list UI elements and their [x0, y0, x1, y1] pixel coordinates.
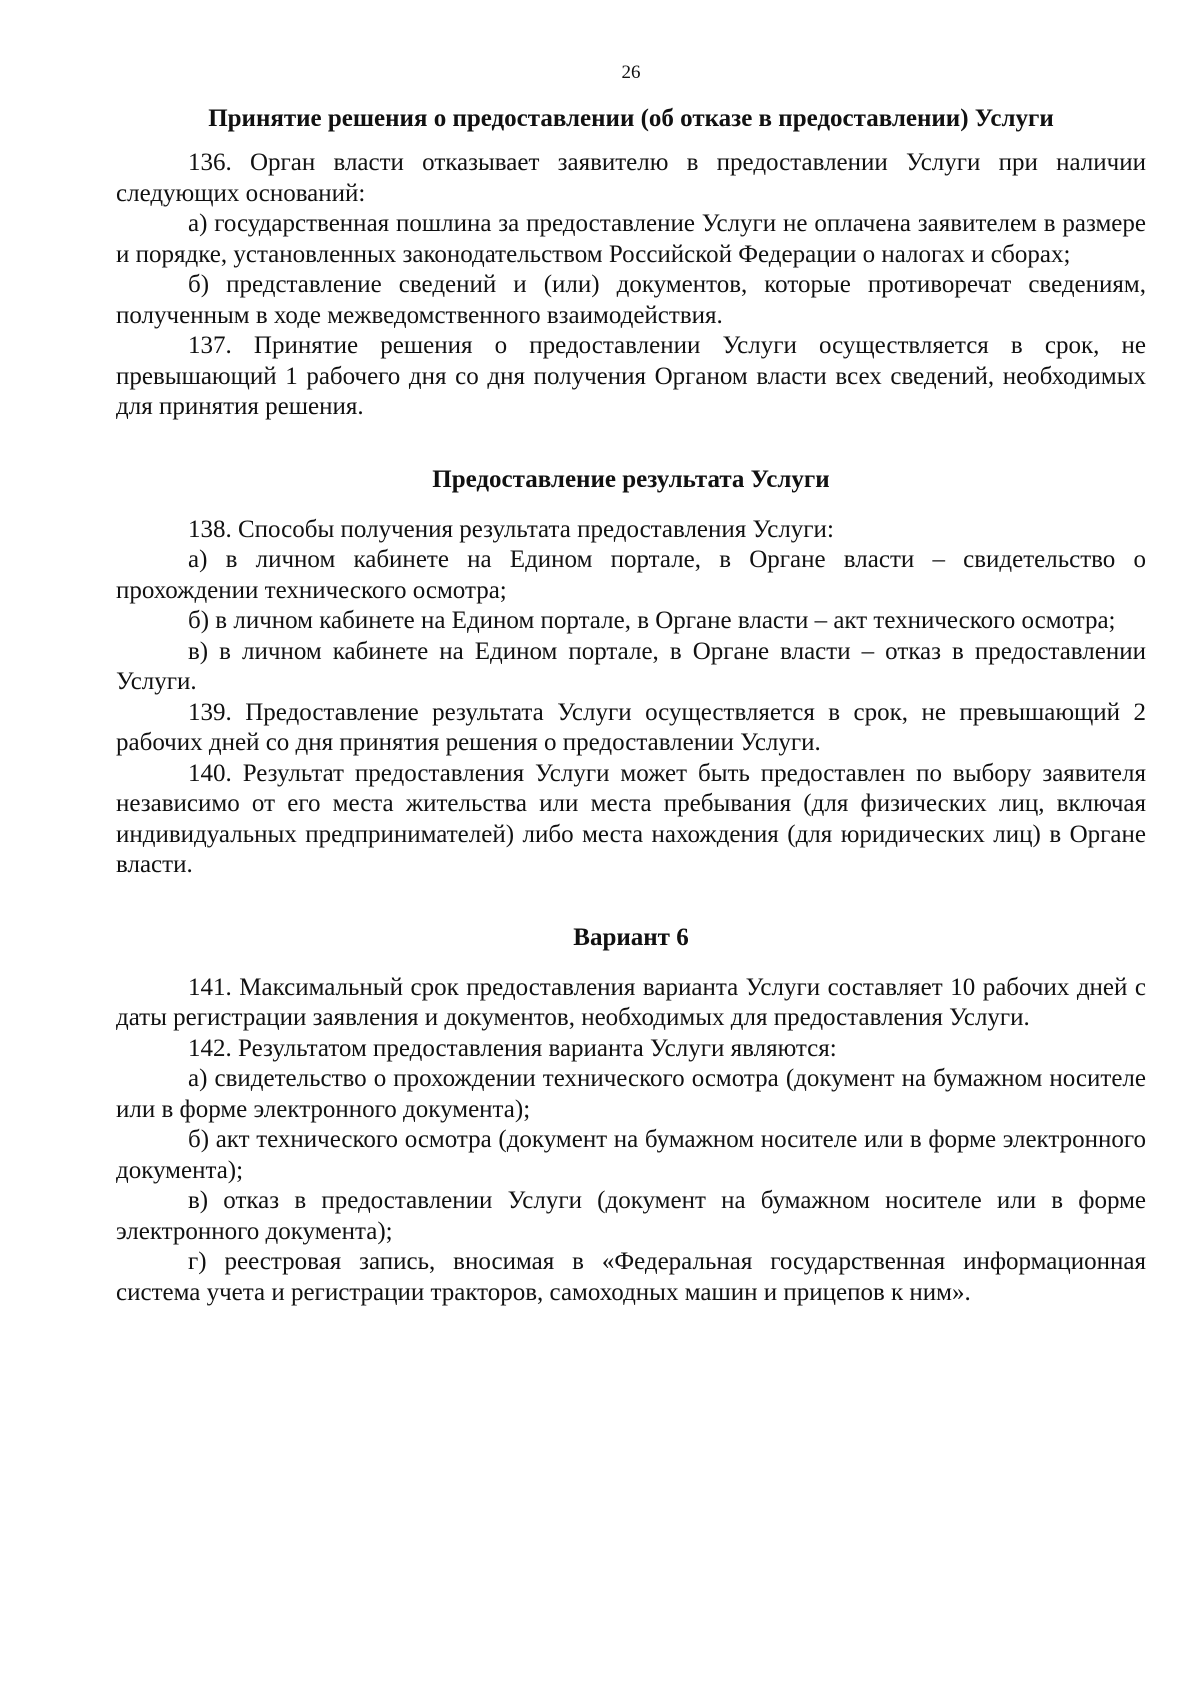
paragraph-138: 138. Способы получения результата предоставления Услуги:: [188, 515, 834, 543]
section-decision: [116, 104, 1146, 423]
page-number: 26: [621, 62, 641, 83]
paragraph-142-d: г) реестровая запись, вносимая в «Федеральная государственная информационная система учета и регистрации тракторов, самоходных машин и прицепов к ним».: [116, 1248, 1146, 1306]
paragraph-138-c: в) в личном кабинете на Едином портале, в Органе власти – отказ в предоставлении Услуги.: [116, 637, 1146, 695]
paragraph-139: 139. Предоставление результата Услуги осуществляется в срок, не превышающий 2 рабочих дней со дня принятия решения о предоставлении Услуги.: [116, 698, 1146, 756]
paragraph-137: 137. Принятие решения о предоставлении Услуги осуществляется в срок, не превышающий 1 рабочего дня со дня получения Органом власти всех сведений, необходимых для принятия решения.: [116, 332, 1146, 420]
paragraph-142: 142. Результатом предоставления варианта Услуги являются:: [188, 1034, 837, 1062]
paragraph-136-a: а) государственная пошлина за предоставление Услуги не оплачена заявителем в размере и порядке, установленных законодательством Российской Федерации о налогах и сборах;: [116, 210, 1146, 268]
section-variant-6: [116, 923, 1146, 1309]
paragraph-142-b: б) акт технического осмотра (документ на бумажном носителе или в форме электронного документа);: [116, 1126, 1146, 1184]
paragraph-141: 141. Максимальный срок предоставления варианта Услуги составляет 10 рабочих дней с даты регистрации заявления и документов, необходимых для предоставления Услуги.: [116, 973, 1146, 1031]
paragraph-142-a: а) свидетельство о прохождении технического осмотра (документ на бумажном носителе или в форме электронного документа);: [116, 1065, 1146, 1123]
paragraph-142-c: в) отказ в предоставлении Услуги (документ на бумажном носителе или в форме электронного документа);: [116, 1187, 1146, 1245]
paragraph-136: 136. Орган власти отказывает заявителю в предоставлении Услуги при наличии следующих оснований:: [116, 149, 1146, 207]
document-page: [116, 60, 1146, 1308]
paragraph-138-b: б) в личном кабинете на Едином портале, в Органе власти – акт технического осмотра;: [188, 607, 1116, 634]
paragraph-138-a: а) в личном кабинете на Едином портале, в Органе власти – свидетельство о прохождении технического осмотра;: [116, 546, 1146, 604]
paragraph-136-b: б) представление сведений и (или) документов, которые противоречат сведениям, полученным в ходе межведомственного взаимодействия.: [116, 271, 1146, 329]
section-heading: Вариант 6: [573, 923, 689, 951]
section-heading: Принятие решения о предоставлении (об отказе в предоставлении) Услуги: [208, 105, 1054, 132]
paragraph-140: 140. Результат предоставления Услуги может быть предоставлен по выбору заявителя независимо от его места жительства или места пребывания (для физических лиц, включая индивидуальных предпринимателей) либо места нахождения (для юридических лиц) в Органе власти.: [116, 759, 1146, 878]
section-heading: Предоставление результата Услуги: [432, 465, 830, 493]
section-result-delivery: [116, 465, 1146, 881]
